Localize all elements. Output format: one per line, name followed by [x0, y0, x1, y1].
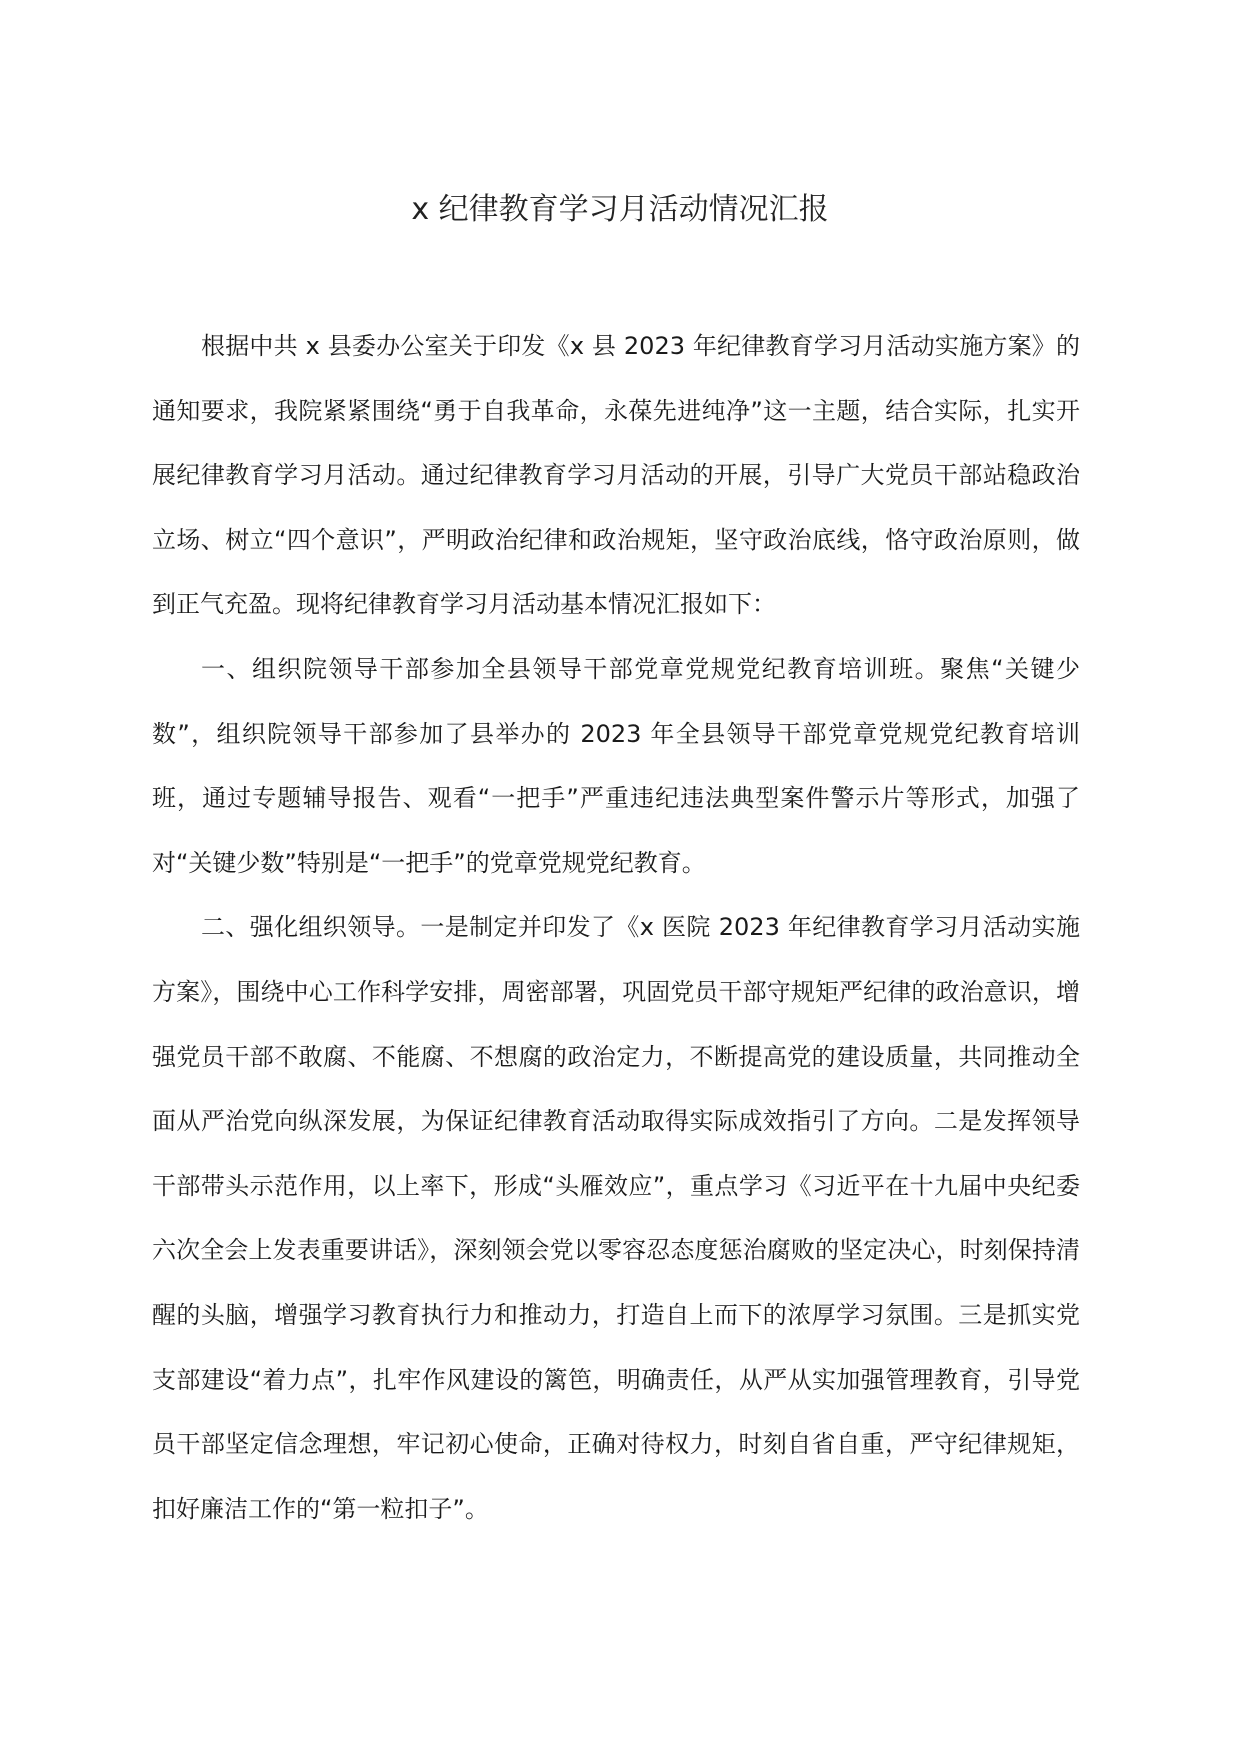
paragraph-section-2: 二、强化组织领导。一是制定并印发了《x 医院 2023 年纪律教育学习月活动实施方案》，围绕中心工作科学安排，周密部署，巩固党员干部守规矩严纪律的政治意识，增强党员干部不敢腐、不能腐、不想腐的政治定力，不断提高党的建设质量，共同推动全面从严治党向纵深发展，为保证纪律教育活动取得实际成效指引了方向。二是发挥领导干部带头示范作用，以上率下，形成“头雁效应”，重点学习《习近平在十九届中央纪委六次全会上发表重要讲话》，深刻领会党以零容忍态度惩治腐败的坚定决心，时刻保持清醒的头脑，增强学习教育执行力和推动力，打造自上而下的浓厚学习氛围。三是抓实党支部建设“着力点”，扎牢作风建设的篱笆，明确责任，从严从实加强管理教育，引导党员干部坚定信念理想，牢记初心使命，正确对待权力，时刻自省自重，严守纪律规矩，扣好廉洁工作的“第一粒扣子”。: [152, 913, 1080, 1523]
document-title: x 纪律教育学习月活动情况汇报: [411, 192, 829, 227]
paragraph-intro: 根据中共 x 县委办公室关于印发《x 县 2023 年纪律教育学习月活动实施方案》的通知要求，我院紧紧围绕“勇于自我革命，永葆先进纯净”这一主题，结合实际，扎实开展纪律教育学习月活动。通过纪律教育学习月活动的开展，引导广大党员干部站稳政治立场、树立“四个意识”，严明政治纪律和政治规矩，坚守政治底线，恪守政治原则，做到正气充盈。现将纪律教育学习月活动基本情况汇报如下：: [152, 332, 1080, 619]
document-body: [152, 314, 1080, 1541]
paragraph-section-1: 一、组织院领导干部参加全县领导干部党章党规党纪教育培训班。聚焦“关键少数”，组织院领导干部参加了县举办的 2023 年全县领导干部党章党规党纪教育培训班，通过专题辅导报告、观看“一把手”严重违纪违法典型案件警示片等形式，加强了对“关键少数”特别是“一把手”的党章党规党纪教育。: [152, 654, 1080, 877]
